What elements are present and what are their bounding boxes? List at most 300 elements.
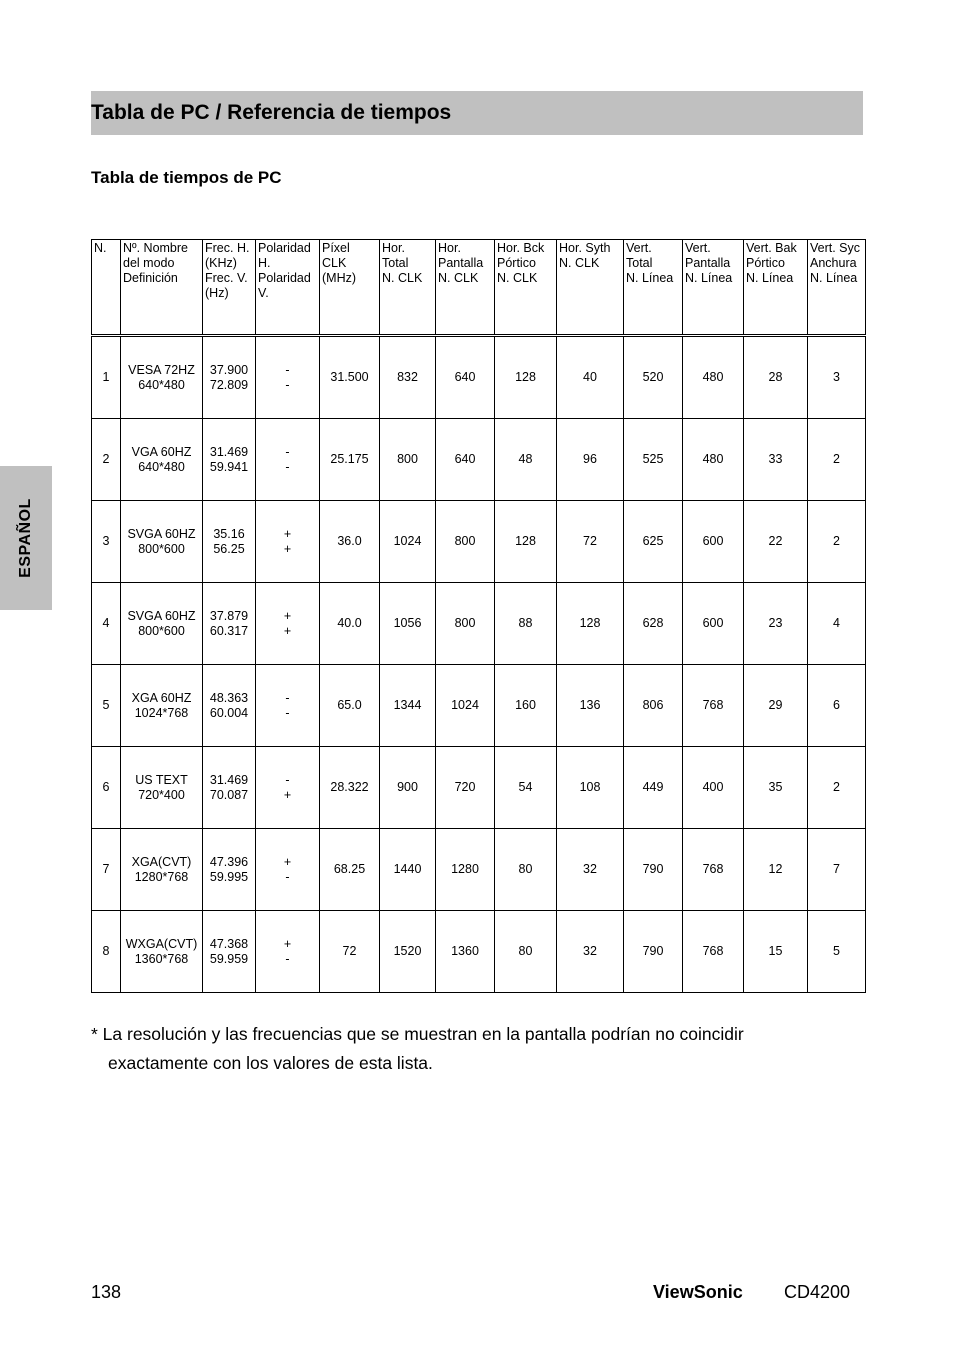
table-cell-line: 2 [833, 452, 840, 466]
table-cell [744, 336, 808, 419]
column-header-line: N. CLK [497, 271, 538, 285]
table-cell [808, 336, 866, 419]
table-cell-line: 72 [583, 534, 597, 548]
column-header-line: Frec. V. [205, 271, 248, 285]
column-header [203, 240, 256, 336]
table-cell [436, 665, 495, 747]
table-cell [256, 419, 320, 501]
table-cell-line: 160 [515, 698, 536, 712]
table-cell [557, 501, 624, 583]
table-cell [683, 419, 744, 501]
table-cell-line: - [285, 772, 290, 787]
table-cell-line: 625 [642, 534, 664, 548]
column-header [624, 240, 683, 336]
table-cell-line: SVGA 60HZ [127, 608, 196, 623]
table-cell-line: 25.175 [330, 452, 369, 466]
table-cell-line: 1280 [451, 862, 479, 876]
table-cell-line: - [285, 705, 290, 720]
column-header-line: Nº. Nombre [123, 241, 188, 255]
table-cell [683, 336, 744, 419]
table-cell-line: + [283, 623, 292, 638]
table-cell [436, 829, 495, 911]
table-cell [256, 747, 320, 829]
table-cell [495, 336, 557, 419]
table-cell-line: 31.469 [209, 772, 249, 787]
table-cell-line: 640 [454, 370, 476, 384]
table-cell [121, 419, 203, 501]
table-cell-line: 37.879 [209, 608, 249, 623]
table-cell-line: 6 [833, 698, 840, 712]
table-cell-line: 70.087 [209, 787, 249, 802]
column-header-line: Hor. Bck [497, 241, 545, 255]
table-cell [624, 747, 683, 829]
table-cell [744, 829, 808, 911]
table-cell [92, 336, 121, 419]
table-cell-line: 28 [768, 370, 783, 384]
table-cell [203, 911, 256, 993]
table-cell-line: 800*600 [138, 541, 185, 556]
column-header-line: Total [626, 256, 653, 270]
column-header-line: Pórtico [746, 256, 785, 270]
column-header-line: Total [382, 256, 409, 270]
table-cell-line: 2 [102, 452, 110, 466]
table-cell-line: 7 [102, 862, 110, 876]
table-cell-line: 40.0 [337, 616, 362, 630]
table-cell-line: 832 [397, 370, 418, 384]
table-cell [495, 501, 557, 583]
table-cell [203, 829, 256, 911]
table-cell-line: 12 [768, 862, 783, 876]
table-cell-line: 720 [454, 780, 476, 794]
table-cell-line: 600 [702, 616, 724, 630]
table-cell [557, 583, 624, 665]
table-cell-line: 128 [515, 534, 536, 548]
table-cell [256, 911, 320, 993]
table-cell-line: 640 [454, 452, 476, 466]
table-row [92, 419, 866, 501]
table-cell-line: XGA 60HZ [131, 690, 192, 705]
table-cell [744, 501, 808, 583]
table-cell [808, 911, 866, 993]
page-title-bar [91, 91, 863, 135]
table-cell-line: 1280*768 [134, 869, 189, 884]
column-header-line: Hor. [438, 241, 461, 255]
model-name: CD4200 [784, 1282, 851, 1302]
table-cell [121, 336, 203, 419]
table-cell-line: VGA 60HZ [131, 444, 192, 459]
table-cell [744, 911, 808, 993]
table-cell-line: - [285, 377, 290, 392]
table-cell [320, 665, 380, 747]
table-cell-line: 32 [583, 944, 597, 958]
table-cell-line: 1056 [393, 616, 422, 630]
table-cell-line: 47.396 [209, 854, 249, 869]
column-header-line: V. [258, 286, 269, 300]
column-header-line: (KHz) [205, 256, 237, 270]
table-cell-line: 80 [518, 944, 533, 958]
table-cell [624, 829, 683, 911]
table-cell-line: 800 [454, 534, 476, 548]
table-cell-line: 35 [768, 780, 783, 794]
table-cell [121, 829, 203, 911]
footnote-line-1: * La resolución y las frecuencias que se muestran en la pantalla podrían no coincidir [91, 1024, 744, 1044]
page-number: 138 [91, 1282, 122, 1302]
table-cell-line: 5 [833, 944, 840, 958]
table-cell [436, 747, 495, 829]
table-cell [320, 829, 380, 911]
column-header [495, 240, 557, 336]
table-cell-line: - [285, 444, 290, 459]
table-row [92, 665, 866, 747]
table-header-row [92, 240, 866, 336]
table-cell [320, 583, 380, 665]
table-cell-line: 32 [583, 862, 597, 876]
table-cell [380, 336, 436, 419]
table-cell [92, 501, 121, 583]
column-header-line: N. CLK [559, 256, 600, 270]
table-body [92, 336, 866, 993]
table-cell [744, 419, 808, 501]
table-cell-line: 96 [583, 452, 597, 466]
table-cell-line: XGA(CVT) [131, 854, 192, 869]
table-cell-line: 35.16 [213, 526, 245, 541]
table-cell [203, 665, 256, 747]
table-cell-line: 60.317 [209, 623, 249, 638]
column-header [557, 240, 624, 336]
column-header-line: CLK [322, 256, 347, 270]
column-header-line: N. [94, 241, 107, 255]
column-header-line: Pantalla [685, 256, 731, 270]
column-header-line: N. Línea [685, 271, 733, 285]
table-cell-line: 80 [518, 862, 533, 876]
table-cell-line: 54 [518, 780, 533, 794]
table-cell-line: US TEXT [135, 772, 188, 787]
table-cell-line: 800 [454, 616, 476, 630]
table-cell [380, 583, 436, 665]
column-header [256, 240, 320, 336]
column-header-line: H. [258, 256, 271, 270]
table-cell [808, 829, 866, 911]
column-header-line: Hor. [382, 241, 405, 255]
column-header [380, 240, 436, 336]
column-header-line: N. Línea [810, 271, 858, 285]
table-cell-line: 4 [833, 616, 840, 630]
table-cell-line: 449 [642, 780, 664, 794]
column-header [92, 240, 121, 336]
table-cell-line: 2 [833, 534, 840, 548]
table-cell-line: 29 [768, 698, 783, 712]
table-cell-line: 37.900 [209, 362, 249, 377]
table-cell-line: 40 [583, 370, 597, 384]
table-cell-line: 28.322 [330, 780, 369, 794]
table-cell-line: - [285, 951, 290, 966]
table-cell [320, 336, 380, 419]
column-header [744, 240, 808, 336]
column-header-line: Vert. [626, 241, 652, 255]
table-cell [92, 829, 121, 911]
table-cell [683, 829, 744, 911]
table-cell-line: 128 [515, 370, 536, 384]
table-cell [92, 665, 121, 747]
column-header-line: (Hz) [205, 286, 229, 300]
table-cell-line: 1520 [393, 944, 422, 958]
table-cell-line: 800*600 [138, 623, 185, 638]
table-cell [380, 501, 436, 583]
column-header [808, 240, 866, 336]
table-cell-line: 7 [833, 862, 840, 876]
table-cell-line: 31.500 [330, 370, 369, 384]
table-cell [121, 583, 203, 665]
table-cell [808, 747, 866, 829]
footnote-line-2: exactamente con los valores de esta lista. [108, 1053, 433, 1073]
table-cell-line: 6 [102, 780, 110, 794]
table-cell [495, 747, 557, 829]
table-cell-line: 1360*768 [134, 951, 189, 966]
table-cell [203, 336, 256, 419]
table-cell-line: 48.363 [209, 690, 249, 705]
table-cell-line: 768 [702, 862, 724, 876]
table-cell [380, 419, 436, 501]
table-cell-line: 59.995 [209, 869, 249, 884]
table-cell [624, 419, 683, 501]
table-row [92, 747, 866, 829]
table-cell [203, 501, 256, 583]
column-header-line: del modo [123, 256, 175, 270]
table-cell-line: 56.25 [213, 541, 245, 556]
table-cell-line: 4 [102, 616, 110, 630]
table-cell-line: 525 [642, 452, 664, 466]
table-cell-line: 768 [702, 698, 724, 712]
table-cell [92, 583, 121, 665]
table-cell-line: 1344 [393, 698, 422, 712]
table-cell-line: VESA 72HZ [128, 362, 195, 377]
table-cell-line: 59.959 [209, 951, 249, 966]
table-cell [557, 829, 624, 911]
table-cell-line: 400 [702, 780, 724, 794]
table-cell-line: 60.004 [209, 705, 249, 720]
table-cell-line: 15 [768, 944, 783, 958]
table-cell-line: 1024 [451, 698, 479, 712]
table-cell-line: 1440 [393, 862, 422, 876]
column-header-line: (MHz) [322, 271, 357, 285]
table-cell-line: 5 [102, 698, 110, 712]
table-cell-line: 68.25 [333, 862, 366, 876]
column-header [683, 240, 744, 336]
table-cell [256, 336, 320, 419]
table-cell [808, 501, 866, 583]
table-cell-line: 790 [642, 862, 664, 876]
table-cell [92, 911, 121, 993]
table-cell-line: 640*480 [138, 459, 185, 474]
table-cell [683, 583, 744, 665]
table-cell [808, 665, 866, 747]
table-cell [436, 911, 495, 993]
footnote [91, 1020, 871, 1078]
column-header-line: Definición [123, 271, 178, 285]
table-cell [808, 583, 866, 665]
table-cell-line: 1360 [451, 944, 479, 958]
table-cell-line: - [285, 690, 290, 705]
table-cell-line: 136 [579, 698, 601, 712]
table-cell-line: 480 [702, 370, 724, 384]
table-cell-line: + [283, 541, 292, 556]
column-header-line: N. Línea [626, 271, 674, 285]
table-cell-line: + [283, 854, 292, 869]
column-header-line: Pórtico [497, 256, 536, 270]
table-cell-line: 3 [102, 534, 110, 548]
language-side-tab [0, 466, 52, 610]
column-header-line: Vert. [685, 241, 711, 255]
table-cell-line: 800 [397, 452, 418, 466]
table-cell-line: 628 [642, 616, 664, 630]
table-cell [744, 747, 808, 829]
table-row [92, 829, 866, 911]
table-cell-line: 23 [768, 616, 783, 630]
table-cell-line: 640*480 [138, 377, 185, 392]
table-cell-line: 900 [397, 780, 418, 794]
table-cell [624, 583, 683, 665]
table-cell [624, 911, 683, 993]
table-cell-line: 1 [102, 370, 110, 384]
table-cell-line: - [285, 869, 290, 884]
table-cell [495, 829, 557, 911]
table-cell [436, 583, 495, 665]
table-cell [256, 829, 320, 911]
table-cell [203, 747, 256, 829]
table-cell-line: 600 [702, 534, 724, 548]
table-cell [92, 419, 121, 501]
table-cell [624, 336, 683, 419]
table-cell-line: 22 [768, 534, 783, 548]
table-cell-line: 768 [702, 944, 724, 958]
brand-name: ViewSonic [653, 1282, 743, 1302]
table-cell-line: 790 [642, 944, 664, 958]
column-header [436, 240, 495, 336]
language-side-tab-label: ESPAÑOL [17, 498, 34, 578]
table-cell-line: 108 [579, 780, 601, 794]
column-header-line: Frec. H. [205, 241, 250, 255]
table-cell [744, 583, 808, 665]
table-row [92, 911, 866, 993]
table-cell-line: 33 [768, 452, 783, 466]
table-cell [683, 911, 744, 993]
table-cell-line: 36.0 [337, 534, 362, 548]
table-cell-line: 47.368 [209, 936, 249, 951]
table-cell-line: 520 [642, 370, 664, 384]
table-cell [744, 665, 808, 747]
table-cell [320, 911, 380, 993]
table-cell-line: + [283, 787, 292, 802]
column-header-line: Polaridad [258, 271, 311, 285]
table-cell [380, 911, 436, 993]
section-title: Tabla de tiempos de PC [91, 168, 282, 187]
table-cell [203, 419, 256, 501]
table-cell-line: 88 [518, 616, 533, 630]
table-cell-line: + [283, 936, 292, 951]
table-cell-line: 480 [702, 452, 724, 466]
table-cell [557, 336, 624, 419]
table-cell [624, 501, 683, 583]
column-header-line: Pantalla [438, 256, 484, 270]
table-cell [495, 583, 557, 665]
table-cell-line: WXGA(CVT) [125, 936, 198, 951]
pc-timing-table [91, 239, 866, 993]
table-cell-line: 128 [579, 616, 601, 630]
table-cell [808, 419, 866, 501]
table-cell [495, 419, 557, 501]
table-cell-line: 3 [833, 370, 840, 384]
column-header-line: Píxel [322, 241, 350, 255]
table-cell [256, 583, 320, 665]
table-cell [557, 419, 624, 501]
table-cell-line: 8 [102, 944, 110, 958]
table-cell [380, 665, 436, 747]
column-header-line: Anchura [810, 256, 857, 270]
table-cell [557, 665, 624, 747]
table-cell [203, 583, 256, 665]
column-header-line: N. Línea [746, 271, 794, 285]
table-cell [320, 501, 380, 583]
table-cell [557, 747, 624, 829]
table-cell-line: + [283, 526, 292, 541]
column-header-line: Vert. Syc [810, 241, 861, 255]
column-header-line: Hor. Syth [559, 241, 611, 255]
table-cell [320, 747, 380, 829]
table-row [92, 501, 866, 583]
table-cell [436, 419, 495, 501]
page-title: Tabla de PC / Referencia de tiempos [91, 101, 452, 124]
table-cell-line: 65.0 [337, 698, 362, 712]
table-cell [624, 665, 683, 747]
table-cell [121, 747, 203, 829]
table-cell [495, 911, 557, 993]
table-cell-line: SVGA 60HZ [127, 526, 196, 541]
column-header [320, 240, 380, 336]
table-cell-line: 1024 [393, 534, 422, 548]
table-cell-line: 72.809 [209, 377, 249, 392]
table-cell [557, 911, 624, 993]
table-cell-line: 48 [518, 452, 533, 466]
table-cell [380, 747, 436, 829]
column-header-line: Polaridad [258, 241, 311, 255]
table-cell-line: - [285, 362, 290, 377]
table-cell [121, 911, 203, 993]
table-cell [683, 501, 744, 583]
table-cell-line: 720*400 [138, 787, 185, 802]
table-cell [320, 419, 380, 501]
table-row [92, 583, 866, 665]
column-header-line: Vert. Bak [746, 241, 797, 255]
table-cell [436, 501, 495, 583]
table-cell-line: 1024*768 [134, 705, 189, 720]
table-cell [256, 665, 320, 747]
table-cell-line: 806 [642, 698, 664, 712]
table-cell-line: + [283, 608, 292, 623]
table-cell [683, 665, 744, 747]
table-cell [495, 665, 557, 747]
table-cell [121, 665, 203, 747]
column-header-line: N. CLK [382, 271, 423, 285]
table-cell-line: 31.469 [209, 444, 249, 459]
table-cell [92, 747, 121, 829]
table-row [92, 336, 866, 419]
column-header-line: N. CLK [438, 271, 479, 285]
table-cell-line: - [285, 459, 290, 474]
table-cell-line: 59.941 [209, 459, 249, 474]
table-cell [256, 501, 320, 583]
table-cell [380, 829, 436, 911]
table-cell [436, 336, 495, 419]
